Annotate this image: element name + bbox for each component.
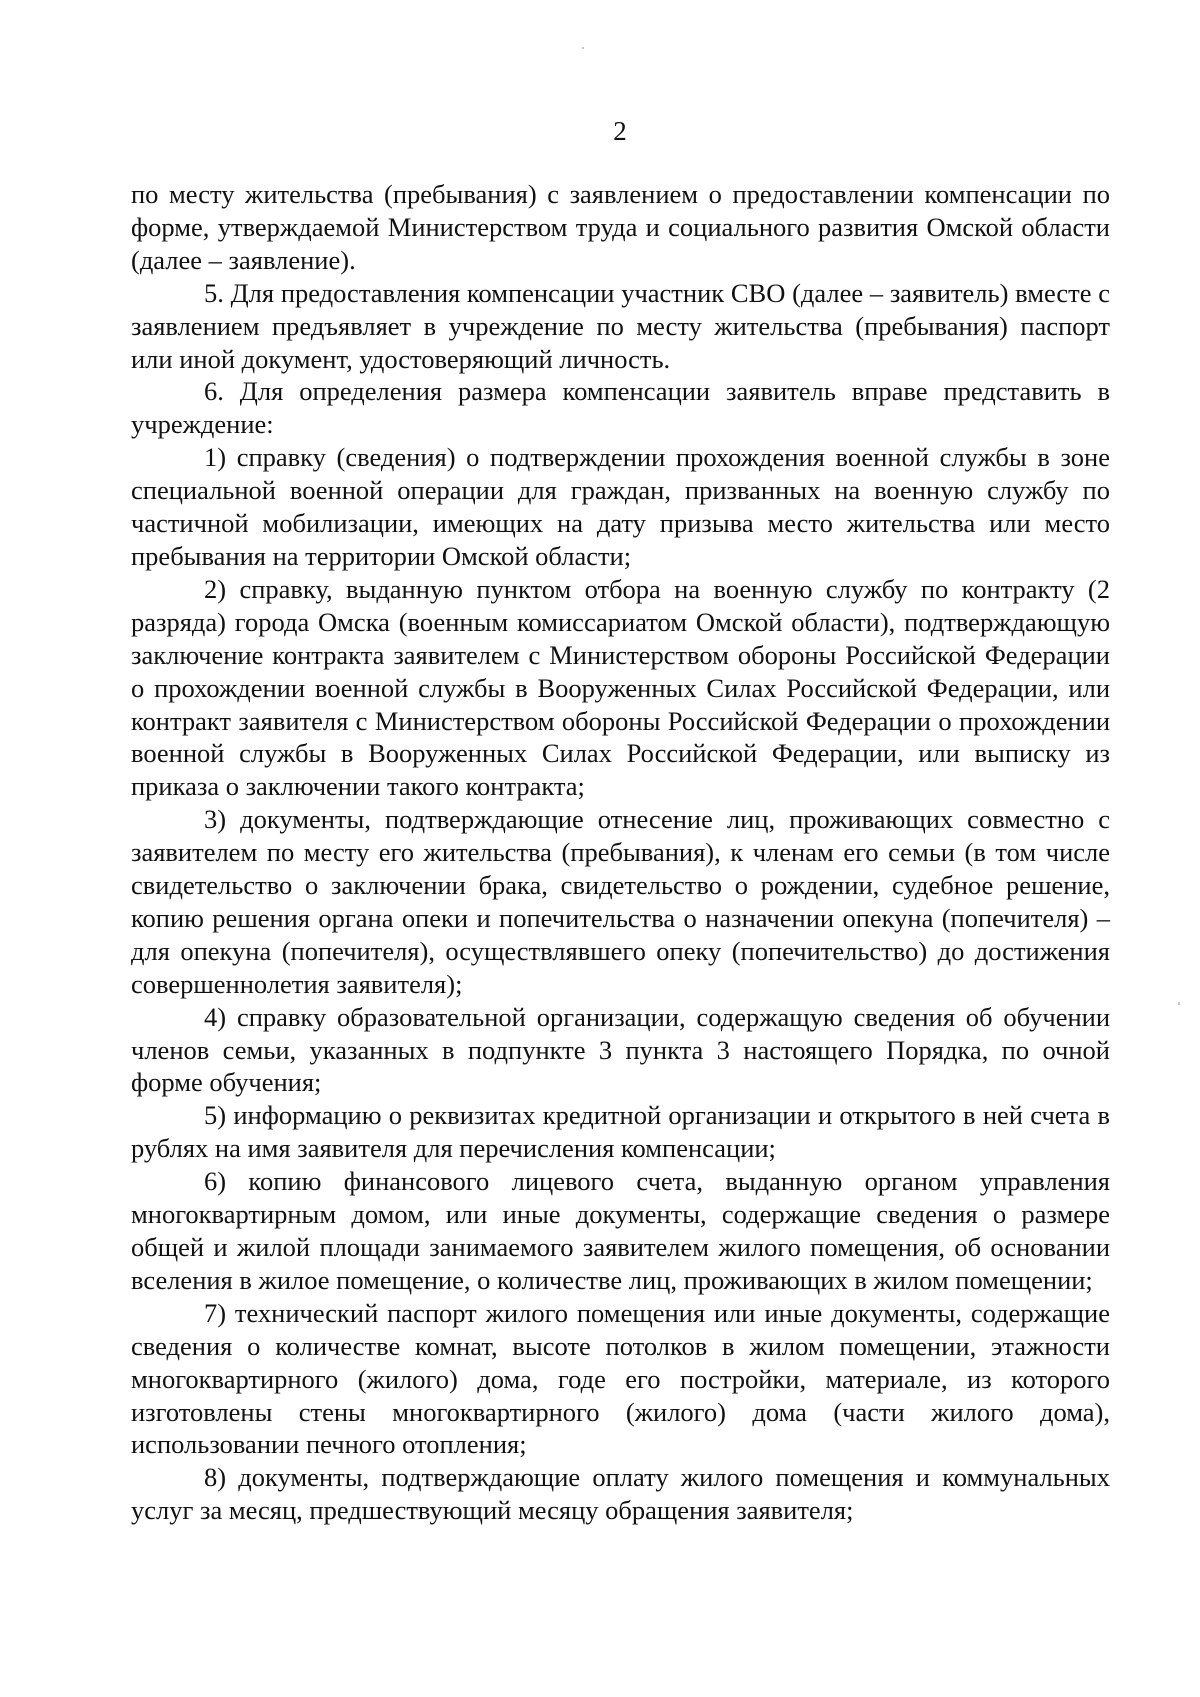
list-item-8: 8) документы, подтверждающие оплату жилого помещения и коммунальных услуг за месяц, предшествующий месяцу обращения заявителя; [131,1462,1110,1526]
document-body [131,178,1110,1527]
paragraph-item-6: 6. Для определения размера компенсации заявитель вправе представить в учреждение: [131,376,1110,440]
list-item-3: 3) документы, подтверждающие отнесение лиц, проживающих совместно с заявителем по месту его жительства (пребывания), к членам его семьи (в том числе свидетельство о заключении брака, свидетельство о рождении, судебное решение, копию решения органа опеки и попечительства о назначении опекуна (попечителя) – для опекуна (попечителя), осуществлявшего опеку (попечительство) до достижения совершеннолетия заявителя); [131,804,1110,999]
list-item-6: 6) копию финансового лицевого счета, выданную органом управления многоквартирным домом, или иные документы, содержащие сведения о размере общей и жилой площади занимаемого заявителем жилого помещения, об основании вселения в жилое помещение, о количестве лиц, проживающих в жилом помещении; [131,1166,1110,1295]
list-item-4: 4) справку образовательной организации, содержащую сведения об обучении членов семьи, указанных в подпункте 3 пункта 3 настоящего Порядка, по очной форме обучения; [131,1001,1110,1098]
scan-speck [1178,1002,1180,1005]
page-number: 2 [613,116,627,146]
scan-speck [582,47,584,49]
list-item-7: 7) технический паспорт жилого помещения или иные документы, содержащие сведения о количестве комнат, высоте потолков в жилом помещении, этажности многоквартирного (жилого) дома, годе его постройки, материале, из которого изготовлены стены многоквартирного (жилого) дома (части жилого дома), использовании печного отопления; [131,1297,1110,1460]
paragraph-continuation: по месту жительства (пребывания) с заявлением о предоставлении компенсации по форме, утверждаемой Министерством труда и социального развития Омской области (далее – заявление). [131,179,1110,275]
list-item-1: 1) справку (сведения) о подтверждении прохождения военной службы в зоне специальной военной операции для граждан, призванных на военную службу по частичной мобилизации, имеющих на дату призыва место жительства или место пребывания на территории Омской области; [131,442,1110,571]
list-item-5: 5) информацию о реквизитах кредитной организации и открытого в ней счета в рублях на имя заявителя для перечисления компенсации; [131,1100,1110,1164]
paragraph-item-5: 5. Для предоставления компенсации участник СВО (далее – заявитель) вместе с заявлением предъявляет в учреждение по месту жительства (пребывания) паспорт или иной документ, удостоверяющий личность. [131,277,1110,374]
list-item-2: 2) справку, выданную пунктом отбора на военную службу по контракту (2 разряда) города Омска (военным комиссариатом Омской области), подтверждающую заключение контракта заявителем с Министерством обороны Российской Федерации о прохождении военной службы в Вооруженных Силах Российской Федерации, или контракт заявителя с Министерством обороны Российской Федерации о прохождении военной службы в Вооруженных Силах Российской Федерации, или выписку из приказа о заключении такого контракта; [131,573,1110,802]
